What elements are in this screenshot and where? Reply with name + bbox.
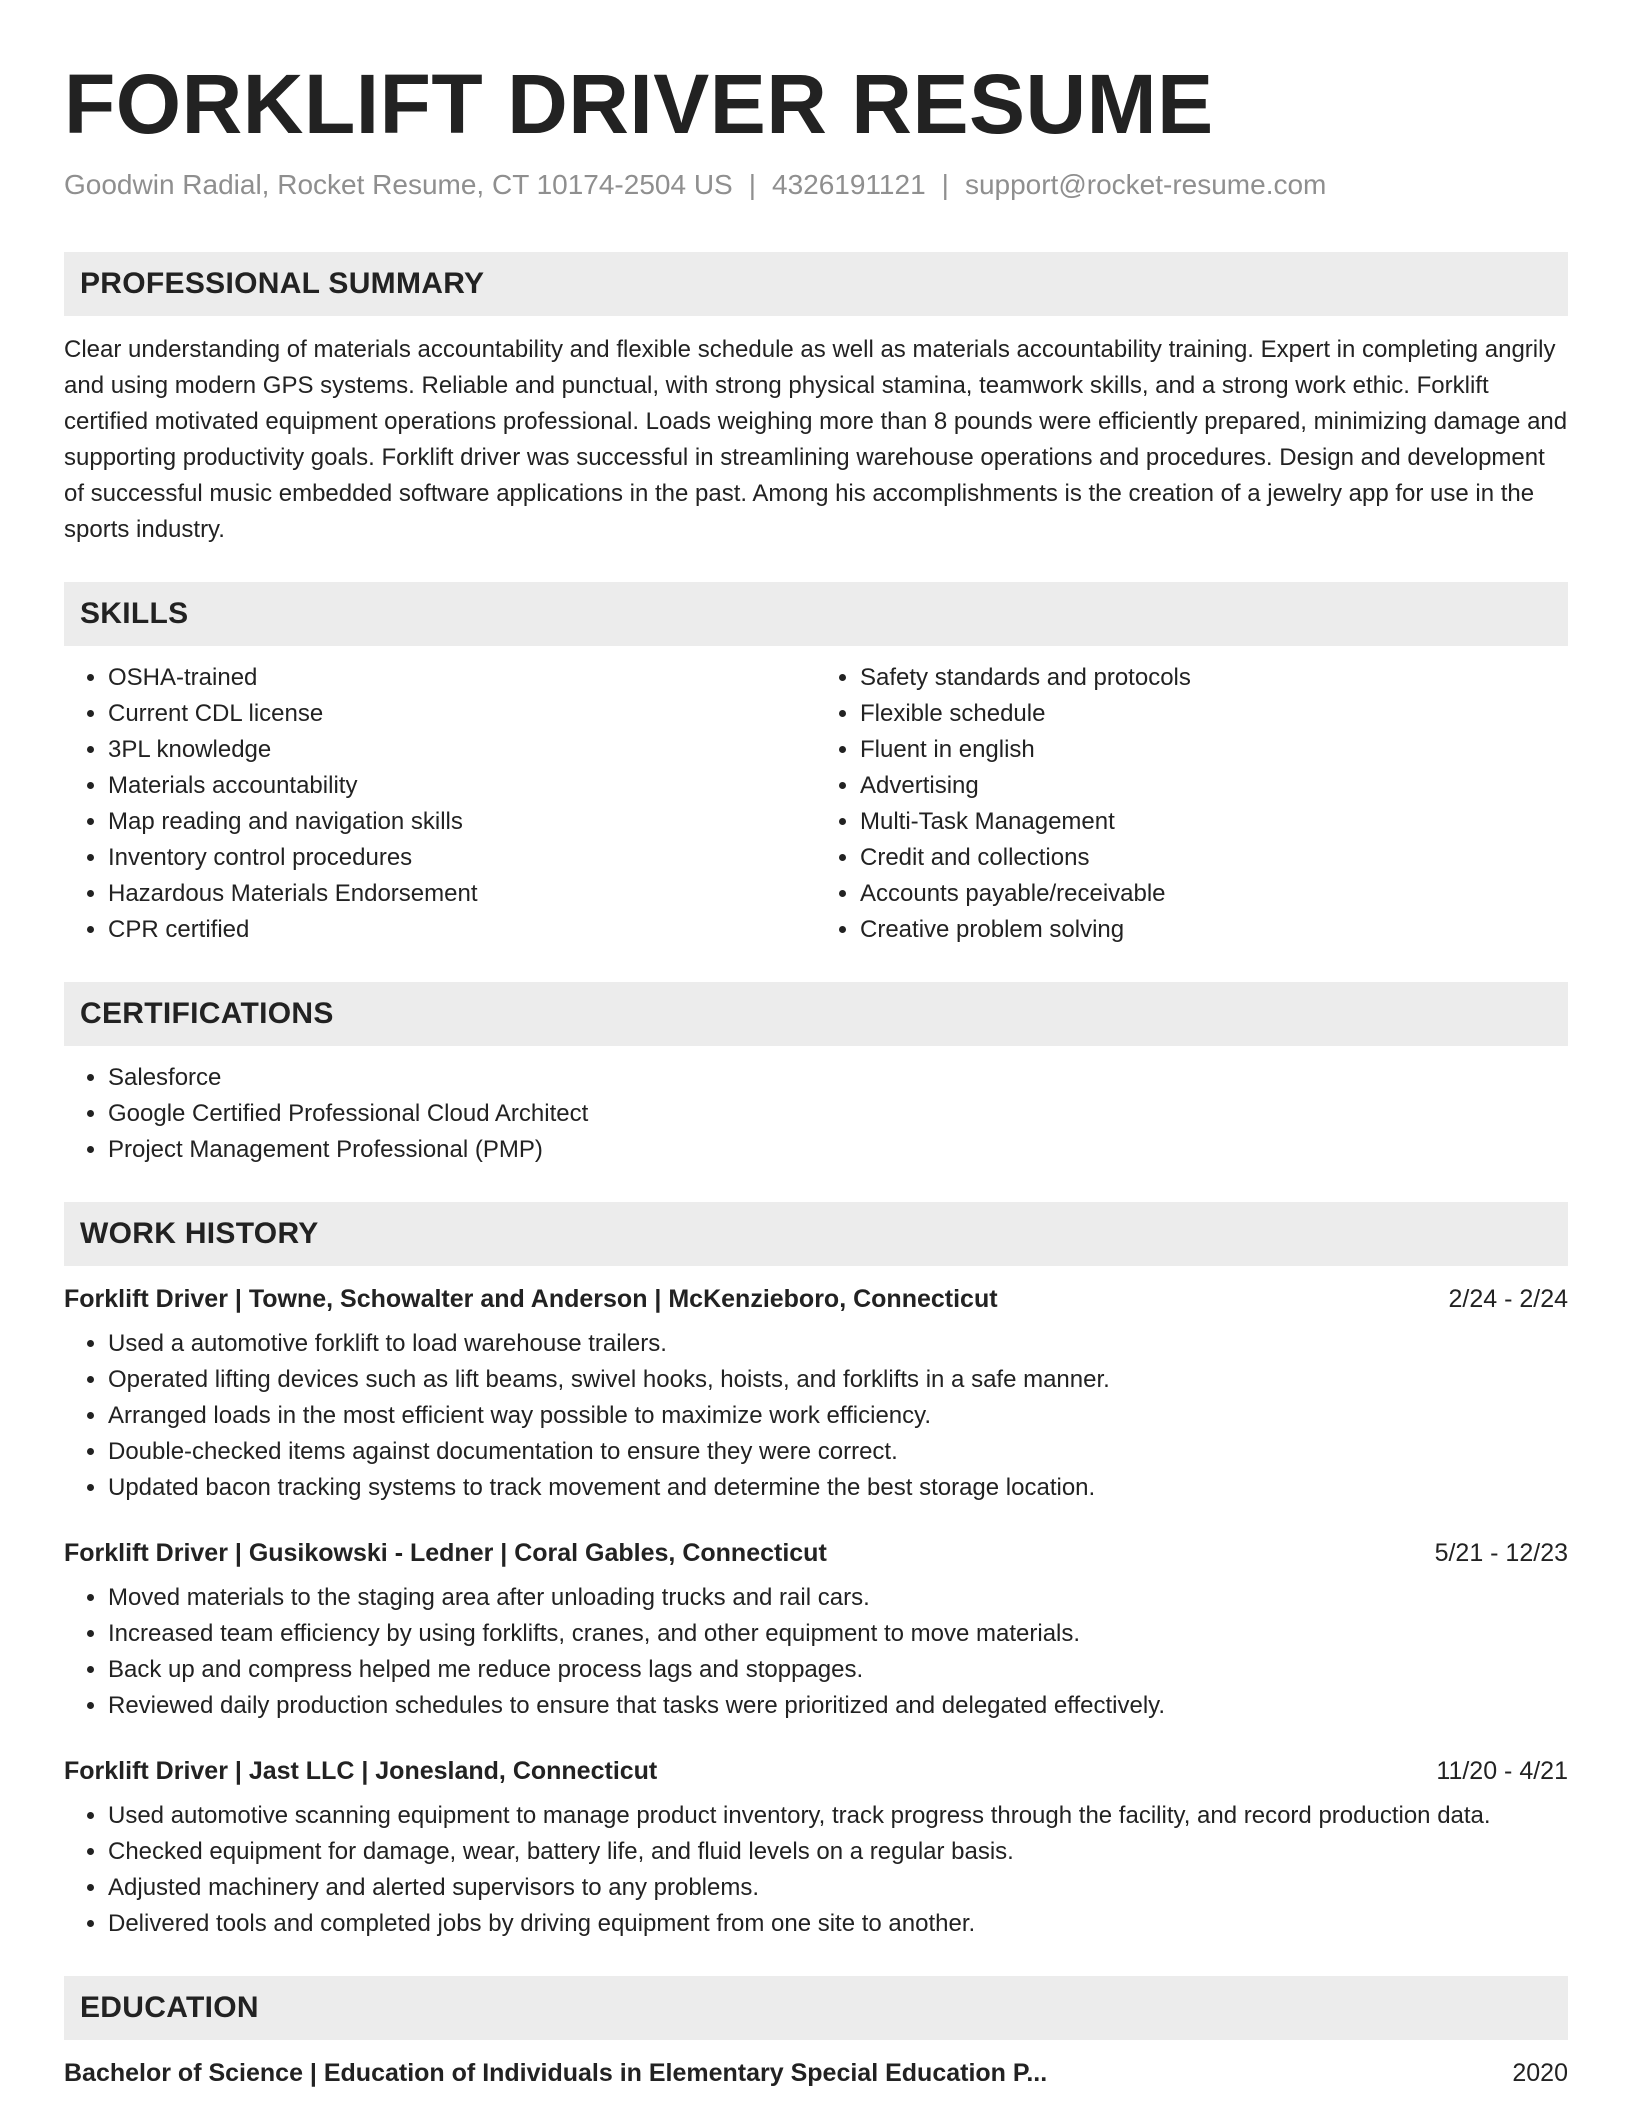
job-bullet: • Increased team efficiency by using forklifts, cranes, and other equipment to move materials. [108, 1616, 1568, 1652]
job-bullet: • Back up and compress helped me reduce process lags and stoppages. [108, 1652, 1568, 1688]
job-dates: 5/21 - 12/23 [1434, 1539, 1568, 1567]
skill-item: • Flexible schedule [860, 696, 1568, 732]
job-bullet: • Used a automotive forklift to load warehouse trailers. [108, 1326, 1568, 1362]
summary-text: Clear understanding of materials accountability and flexible schedule as well as materials accountability training. Expert in completing angrily and using modern GPS systems. Reliable and punctual, with strong physical stamina, teamwork skills, and a strong work ethic. Forklift certified motivated equipment operations professional. Loads weighing more than 8 pounds were efficiently prepared, minimizing damage and supporting productivity goals. Forklift driver was successful in streamlining warehouse operations and procedures. Design and development of successful music embedded software applications in the past. Among his accomplishments is the creation of a jewelry app for use in the sports industry. [64, 336, 1568, 543]
certifications-list [64, 1060, 1568, 1168]
job-bullet: • Delivered tools and completed jobs by driving equipment from one site to another. [108, 1906, 1568, 1942]
skills-columns [64, 660, 1568, 948]
education-title: Bachelor of Science | Education of Individuals in Elementary Special Education P... [64, 2059, 1048, 2087]
section-header-certifications: CERTIFICATIONS [64, 982, 1568, 1046]
skill-item: • OSHA-trained [108, 660, 816, 696]
section-header-education: EDUCATION [64, 1976, 1568, 2040]
skill-item: • Hazardous Materials Endorsement [108, 876, 816, 912]
section-header-skills: SKILLS [64, 582, 1568, 646]
skill-item: • CPR certified [108, 912, 816, 948]
resume-title: FORKLIFT DRIVER RESUME [64, 57, 1214, 151]
skill-item: • Safety standards and protocols [860, 660, 1568, 696]
skill-item: • Materials accountability [108, 768, 816, 804]
job-title: Forklift Driver | Gusikowski - Ledner | Coral Gables, Connecticut [64, 1539, 827, 1567]
skill-item: • Inventory control procedures [108, 840, 816, 876]
skills-list-right [816, 660, 1568, 948]
contact-email: support@rocket-resume.com [964, 169, 1327, 200]
job-header [64, 1282, 1568, 1316]
skill-item: • Accounts payable/receivable [860, 876, 1568, 912]
contact-phone: 4326191121 [772, 169, 926, 200]
contact-separator: | [941, 169, 949, 200]
education-dates: 2020 [1512, 2059, 1568, 2087]
job-bullet: • Operated lifting devices such as lift beams, swivel hooks, hoists, and forklifts in a safe manner. [108, 1362, 1568, 1398]
contact-address: Goodwin Radial, Rocket Resume, CT 10174-2504 US [64, 169, 733, 200]
job-bullet: • Moved materials to the staging area after unloading trucks and rail cars. [108, 1580, 1568, 1616]
job-bullet: • Checked equipment for damage, wear, battery life, and fluid levels on a regular basis. [108, 1834, 1568, 1870]
job-bullet: • Reviewed daily production schedules to ensure that tasks were prioritized and delegated effectively. [108, 1688, 1568, 1724]
skill-item: • Advertising [860, 768, 1568, 804]
skill-item: • Fluent in english [860, 732, 1568, 768]
job-dates: 2/24 - 2/24 [1448, 1285, 1568, 1313]
skill-item: • 3PL knowledge [108, 732, 816, 768]
job-bullet: • Double-checked items against documentation to ensure they were correct. [108, 1434, 1568, 1470]
job-dates: 11/20 - 4/21 [1436, 1757, 1568, 1785]
job-header [64, 1754, 1568, 1788]
job-header [64, 1536, 1568, 1570]
certification-item: • Salesforce [108, 1060, 1568, 1096]
job-title: Forklift Driver | Jast LLC | Jonesland, Connecticut [64, 1757, 658, 1785]
job-bullet: • Used automotive scanning equipment to manage product inventory, track progress through the facility, and record production data. [108, 1798, 1568, 1834]
certification-item: • Project Management Professional (PMP) [108, 1132, 1568, 1168]
job-entry [64, 1282, 1568, 1506]
job-title: Forklift Driver | Towne, Schowalter and Anderson | McKenzieboro, Connecticut [64, 1285, 998, 1313]
job-bullet: • Adjusted machinery and alerted supervisors to any problems. [108, 1870, 1568, 1906]
job-entry [64, 1536, 1568, 1724]
skills-list-left [64, 660, 816, 948]
job-bullets [64, 1580, 1568, 1724]
skill-item: • Multi-Task Management [860, 804, 1568, 840]
education-header [64, 2056, 1568, 2090]
skill-item: • Creative problem solving [860, 912, 1568, 948]
job-bullets [64, 1798, 1568, 1942]
section-header-summary: PROFESSIONAL SUMMARY [64, 252, 1568, 316]
skill-item: • Credit and collections [860, 840, 1568, 876]
certification-item: • Google Certified Professional Cloud Architect [108, 1096, 1568, 1132]
skill-item: • Current CDL license [108, 696, 816, 732]
job-entry [64, 1754, 1568, 1942]
job-bullet: • Arranged loads in the most efficient way possible to maximize work efficiency. [108, 1398, 1568, 1434]
job-bullets [64, 1326, 1568, 1506]
job-bullet: • Updated bacon tracking systems to track movement and determine the best storage location. [108, 1470, 1568, 1506]
skill-item: • Map reading and navigation skills [108, 804, 816, 840]
contact-line [64, 168, 1568, 202]
contact-separator: | [748, 169, 756, 200]
section-header-work-history: WORK HISTORY [64, 1202, 1568, 1266]
